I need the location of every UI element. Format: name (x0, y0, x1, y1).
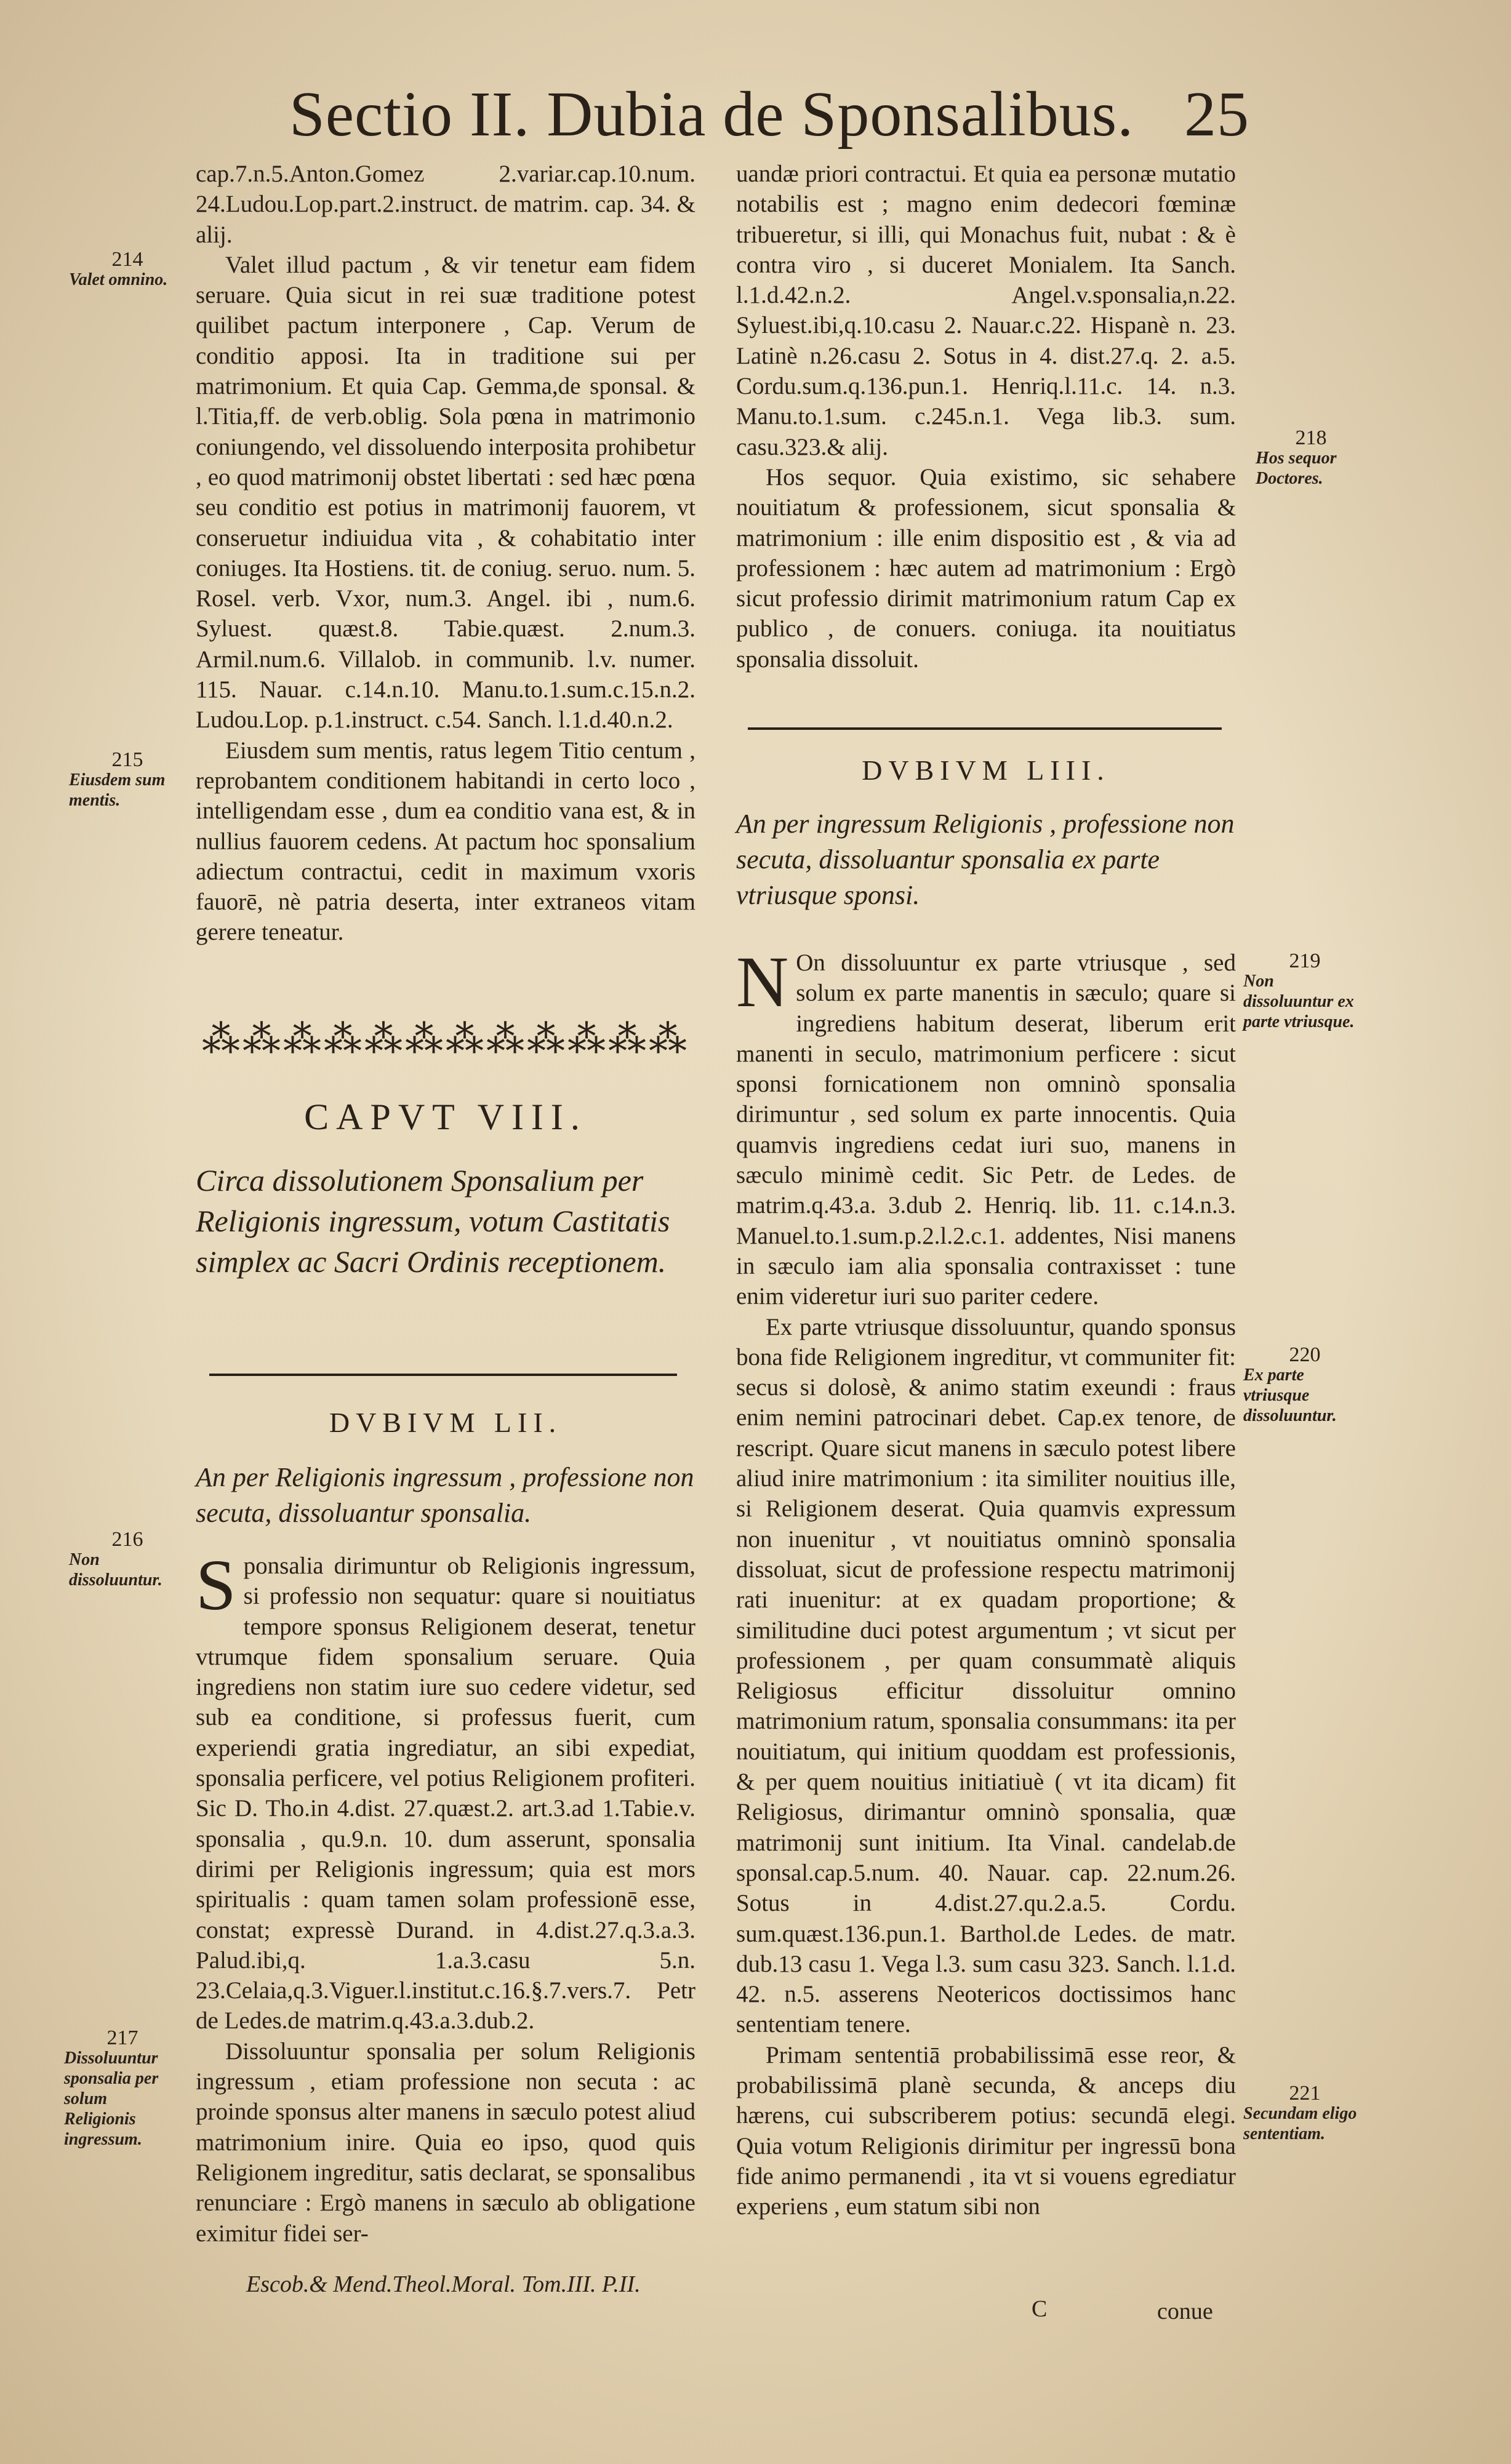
margin-note: 221 Secundam eligo sententiam. (1243, 2082, 1357, 2143)
margin-note: 215 Eiusdem sum mentis. (69, 748, 166, 810)
chapter-title: CAPVT VIII. (304, 1097, 587, 1137)
dubium-paragraph: Sponsalia dirimuntur ob Religionis ingressum, si professio non sequatur: quare si nouitiatus tempore sponsus Religionem deserat, tenetur vtrumque fidem sponsalium seruare. Quia ingrediens non statim iure suo cedere videtur, sed sub ea conditione, si professus fuerit, cum experiendi gratia ingrediatur, an sibi expediat, sponsalia perficere, vel potius Religionem profiteri. Sic D. Tho.in 4.dist. 27.quæst.2. art.3.ad 1.Tabie.v. sponsalia , qu.9.n. 10. dum asserunt, sponsalia dirimi per Religionis ingressum; quia est mors spiritualis : quam tamen solam professionē esse, constat; expressè Durand. in 4.dist.27.q.3.a.3. Palud.ibi,q. 1.a.3.casu 5.n. 23.Celaia,q.3.Viguer.l.institut.c.16.§.7.vers.7. Petr de Ledes.de matrim.q.43.a.3.dub.2. (196, 1545, 695, 2034)
page-number: 25 (1184, 79, 1249, 150)
margin-note: 218 Hos sequor Doctores. (1256, 426, 1337, 488)
margin-note: 220 Ex parte vtriusque dissoluuntur. (1243, 1343, 1337, 1425)
dubium-paragraph: Dissoluuntur sponsalia per solum Religionis ingressum , etiam professione non secuta : ac proinde sponsus alter manens in sæculo potest aliud matrimonium inire. Quia eo ipso, quod quis Religionem ingreditur, satis declarat, se sponsalibus renunciare : Ergò manens in sæculo ab obligatione eximitur fidei ser- (196, 2038, 695, 2247)
left-paragraph: Eiusdem sum mentis, ratus legem Titio centum , reprobantem conditionem habitandi in certo loco , intelligendam esse , dum ea conditio vana est, & in nullius fauorem cedens. At pactum hoc sponsalium adiectum contractui, cedit in maximum vxoris fauorē, nè patria deserta, inter extraneos vitam gerere teneatur. (196, 737, 695, 946)
right-paragraph: uandæ priori contractui. Et quia ea personæ mutatio notabilis est ; magno enim dedecori fœminæ tribueretur, si illi, qui Monachus fuit, nubat : & è contra viro , si duceret Monialem. Ita Sanch. l.1.d.42.n.2. Angel.v.sponsalia,n.22. Syluest.ibi,q.10.casu 2. Nauar.c.22. Hispanè n. 23. Latinè n.26.casu 2. Sotus in 4. dist.27.q. 2. a.5. Cordu.sum.q.136.pun.1. Henriq.l.11.c. 14. n.3. Manu.to.1.sum. c.245.n.1. Vega lib.3. sum. casu.323.& alij. (736, 161, 1236, 460)
drop-capital: N (736, 942, 789, 1022)
header-title: Sectio II. Dubia de Sponsalibus. (289, 79, 1134, 150)
dubium-paragraph: Ex parte vtriusque dissoluuntur, quando sponsus bona fide Religionem ingreditur, vt communiter fit: secus si dolosè, & animo statim exeundi : fraus enim nemini patrocinari debet. Cap.ex tenore, de rescript. Quare sicut manens in sæculo potest libere aliud inire matrimonium : ita similiter nouitius ille, si Religionem deserat. Quia quamvis expressum non inuenitur , vt nouitiatus omninò sponsalia dissoluat, sicut de professione respectu matrimonij rati inuenitur: at ex quadam proportione; & similitudine duci potest argumentum ; vt sicut per professionem , per quam consummatè aliquis Religiosus efficitur dissoluitur omnino matrimonium ratum, sponsalia consummans: ita per nouitiatum, qui initium quoddam est professionis, & per quem nouitius initiatiuè ( vt ita dicam) fit Religiosus, dirimantur omninò sponsalia, quæ matrimonij sunt initium. Ita Vinal. candelab.de sponsal.cap.5.num. 40. Nauar. cap. 22.num.26. Sotus in 4.dist.27.qu.2.a.5. Cordu. sum.quæst.136.pun.1. Barthol.de Ledes. de matr. dub.13 casu 1. Vega l.3. sum casu 323. Sanch. l.1.d. 42. n.5. asserens Neotericos doctissimos hanc sententiam tenere. (736, 1313, 1236, 2038)
dubium-paragraph: N On dissoluuntur ex parte vtriusque , sed solum ex parte manentis in sæculo; quare si ingrediens habitum deserat, liberum erit manenti in seculo, matrimonium perficere : sicut sponsi fornicationem non omninò sponsalia dirimuntur , sed solum ex parte innocentis. Quia quamvis ingrediens cedat iuri suo, manens in sæculo minimè cedit. Sic Petr. de Ledes. de matrim.q.43.a. 3.dub 2. Henriq. lib. 11. c.14.n.3. Manuel.to.1.sum.p.2.l.2.c.1. addentes, Nisi manens in sæculo iam alia sponsalia contraxisset : tune enim videretur iuri suo pariter cedere. (736, 942, 1236, 1310)
chapter-subtitle: Circa dissolutionem Sponsalium per Religionis ingressum, votum Castitatis simplex ac Sacri Ordinis receptionem. (196, 1163, 670, 1279)
dubium-question: An per Religionis ingressum , professione non secuta, dissoluantur sponsalia. (196, 1462, 694, 1528)
margin-note: 217 Dissoluuntur sponsalia per solum Religionis ingressum. (64, 2026, 159, 2149)
right-column-top (736, 159, 1236, 674)
right-paragraph: Hos sequor. Quia existimo, sic sehabere nouitiatum & professionem, sicut sponsalia & matrimonium : ille enim dispositio est , & via ad professionem : hæc autem ad matrimonium : Ergò sicut professio dirimit matrimonium ratum Cap ex publico , de conuers. coniuga. ita nouitiatus sponsalia dissoluit. (736, 463, 1236, 673)
margin-note: 219 Non dissoluuntur ex parte vtriusque. (1243, 950, 1355, 1031)
signature-mark: C (1032, 2296, 1048, 2322)
running-footer: Escob.& Mend.Theol.Moral. Tom.III. P.II. (246, 2271, 641, 2297)
dubium-question: An per ingressum Religionis , professione non secuta, dissoluantur sponsalia ex parte vtriusque sponsi. (736, 809, 1235, 910)
left-column-top (196, 159, 695, 948)
dubium-title: DVBIVM LII. (329, 1407, 563, 1438)
ornamental-border: ⁂⁂⁂⁂⁂⁂⁂⁂⁂⁂⁂⁂ (202, 1019, 689, 1061)
catchword: conue (1157, 2298, 1213, 2324)
left-paragraph: Valet illud pactum , & vir tenetur eam fidem seruare. Quia sicut in rei suæ traditione potest quilibet pactum interponere , Cap. Verum de conditio apposi. Ita in traditione sui per matrimonium. Et quia Cap. Gemma,de sponsal. & l.Titia,ff. de verb.oblig. Sola pœna in matrimonio coniungendo, vel dissoluendo interposita prohibetur , eo quod matrimonij obstet libertati : sed hæc pœna seu conditio est potius in matrimonij fauorem, vt conseruetur indiuidua vita , & cohabitatio inter coniuges. Ita Hostiens. tit. de coniug. seruo. num. 5. Rosel. verb. Vxor, num.3. Angel. ibi , num.6. Syluest. quæst.8. Tabie.quæst. 2.num.3. Armil.num.6. Villalob. in communib. l.v. numer. 115. Nauar. c.14.n.10. Manu.to.1.sum.c.15.n.2. Ludou.Lop. p.1.instruct. c.54. Sanch. l.1.d.40.n.2. (196, 251, 695, 734)
dubium-title: DVBIVM LIII. (862, 754, 1110, 786)
right-column-bottom (736, 942, 1236, 2222)
section-rule (209, 1374, 677, 1376)
section-rule (748, 727, 1222, 730)
dubium-paragraph: Primam sententiā probabilissimā esse reor, & probabilissimā planè secunda, & anceps diu hærens, cui subscriberem potius: secundā elegi. Quia votum Religionis dirimitur per ingressū bona fide animo permanendi , ita vt si vouens egrediatur experiens , eum statum sibi non (736, 2041, 1236, 2220)
margin-note: 214 Valet omnino. (69, 248, 168, 289)
drop-capital: S (196, 1545, 236, 1625)
margin-note: 216 Non dissoluuntur. (69, 1528, 162, 1590)
running-header (289, 73, 1249, 156)
left-paragraph: cap.7.n.5.Anton.Gomez 2.variar.cap.10.num. 24.Ludou.Lop.part.2.instruct. de matrim. cap. 34. & alij. (196, 161, 695, 248)
left-column-bottom (196, 1545, 695, 2249)
